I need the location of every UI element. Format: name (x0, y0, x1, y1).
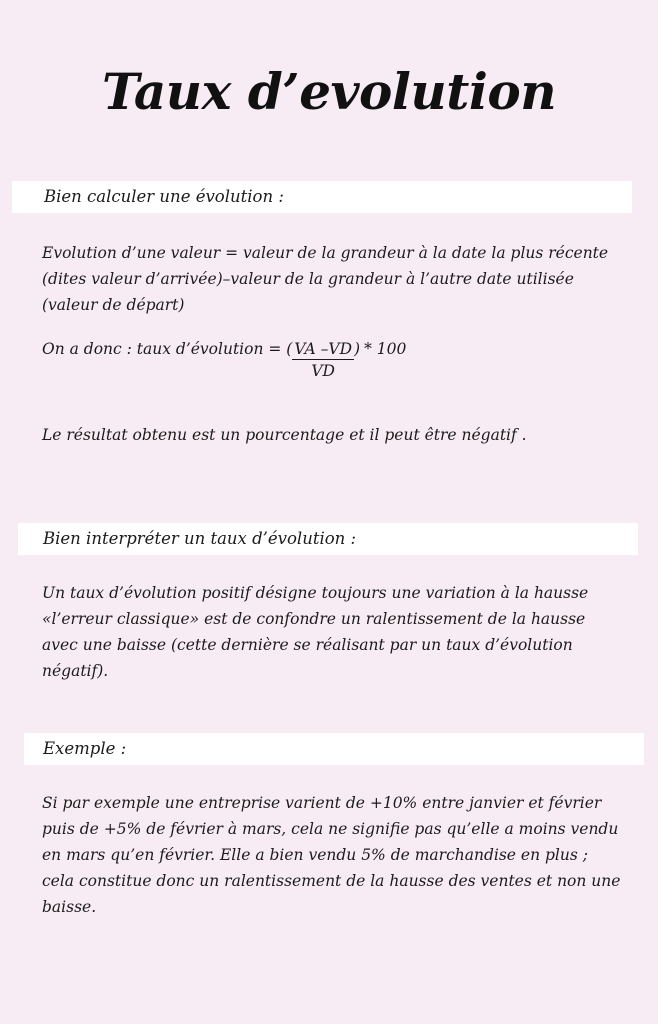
formula-close-paren: ) (354, 340, 361, 358)
formula-fraction (292, 340, 354, 380)
page-title: Taux d’evolution (101, 62, 557, 121)
formula-numerator: VA –VD (294, 340, 352, 358)
section-heading-example: Exemple : (43, 739, 127, 758)
formula-prefix: On a donc : taux d’évolution = (42, 340, 287, 358)
section-heading-interpret: Bien interpréter un taux d’évolution : (43, 529, 357, 548)
evolution-formula (42, 340, 406, 380)
section-heading-calculate: Bien calculer une évolution : (44, 187, 284, 206)
result-note: Le résultat obtenu est un pourcentage et il peut être négatif . (42, 426, 527, 444)
section-heading-band (24, 733, 644, 765)
example-paragraph: Si par exemple une entreprise varient de +10% entre janvier et février puis de +5% de février à mars, cela ne signifie pas qu’elle a moins vendu en mars qu’en février. Elle a bien vendu 5% de marchandise en plus ; cela constitue donc un ralentissement de la hausse des ventes et non une baisse. (42, 794, 621, 916)
section-heading-band (12, 181, 632, 213)
formula-open-paren: ( (286, 340, 293, 358)
section-heading-band (18, 523, 638, 555)
interpretation-paragraph: Un taux d’évolution positif désigne toujours une variation à la hausse «l’erreur classique» est de confondre un ralentissement de la hausse avec une baisse (cette dernière se réalisant par un taux d’évolution négatif). (42, 584, 589, 680)
formula-multiplier: * 100 (364, 340, 407, 358)
evolution-definition: Evolution d’une valeur = valeur de la grandeur à la date la plus récente (dites valeur d’arrivée)–valeur de la grandeur à l’autre date utilisée (valeur de départ) (42, 244, 609, 314)
formula-denominator: VD (292, 359, 354, 380)
